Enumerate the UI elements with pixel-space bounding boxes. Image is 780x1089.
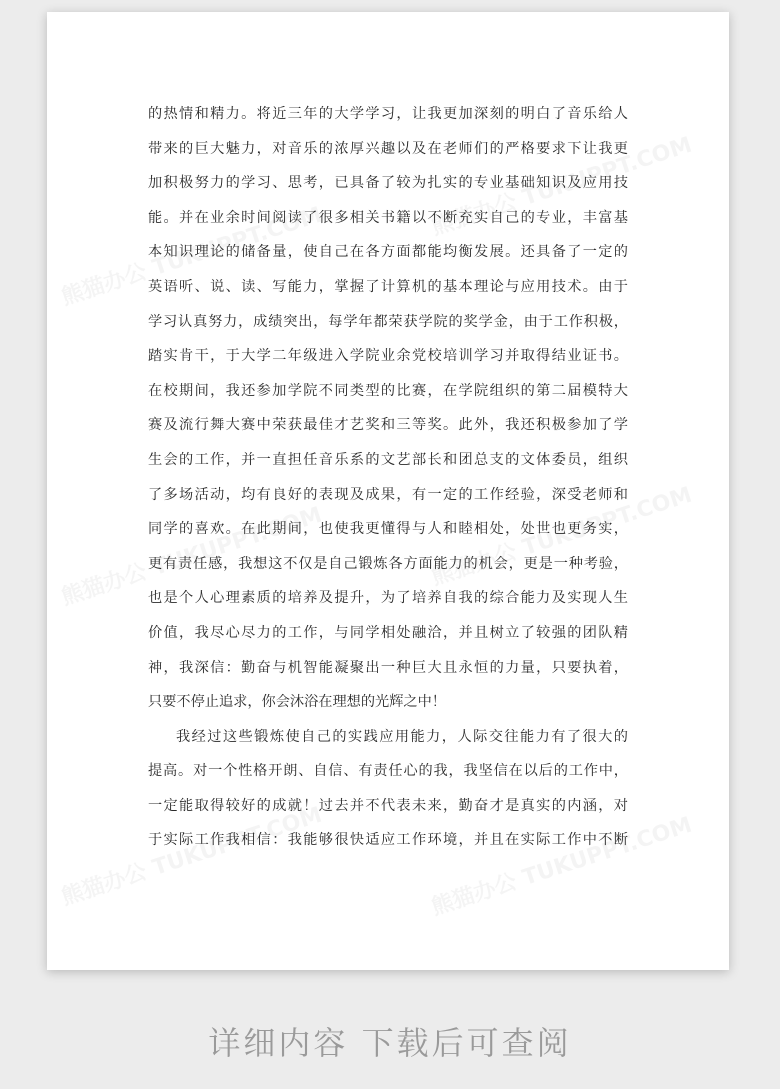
document-page: [47, 12, 729, 970]
paragraph-1: [148, 97, 628, 720]
text-line: 神，我深信：勤奋与机智能凝聚出一种巨大且永恒的力量，只要执着，: [148, 659, 628, 676]
text-line: 生会的工作，并一直担任音乐系的文艺部长和团总支的文体委员，组织: [148, 451, 628, 468]
text-line: 能。并在业余时间阅读了很多相关书籍以不断充实自己的专业，丰富基: [148, 209, 628, 226]
text-line: 学习认真努力，成绩突出，每学年都荣获学院的奖学金，由于工作积极，: [148, 313, 628, 330]
text-line: 提高。对一个性格开朗、自信、有责任心的我，我坚信在以后的工作中，: [148, 763, 628, 780]
text-line: 于实际工作我相信：我能够很快适应工作环境，并且在实际工作中不断: [148, 832, 628, 849]
download-prompt: 详细内容 下载后可查阅: [208, 1024, 572, 1062]
text-line: 在校期间，我还参加学院不同类型的比赛，在学院组织的第二届模特大: [148, 382, 628, 399]
text-line: 了多场活动，均有良好的表现及成果，有一定的工作经验，深受老师和: [148, 486, 628, 503]
text-line: 价值，我尽心尽力的工作，与同学相处融洽，并且树立了较强的团队精: [148, 624, 628, 641]
text-line: 更有责任感，我想这不仅是自己锻炼各方面能力的机会，更是一种考验，: [148, 555, 628, 572]
text-line: 也是个人心理素质的培养及提升，为了培养自我的综合能力及实现人生: [148, 590, 628, 607]
text-line: 的热情和精力。将近三年的大学学习，让我更加深刻的明白了音乐给人: [148, 106, 628, 122]
paragraph-2: [148, 720, 628, 858]
text-line: 同学的喜欢。在此期间，也使我更懂得与人和睦相处，处世也更务实，: [148, 521, 628, 538]
text-line: 只要不停止追求，你会沐浴在理想的光辉之中！: [148, 694, 446, 711]
text-line: 本知识理论的储备量，使自己在各方面都能均衡发展。还具备了一定的: [148, 244, 628, 261]
text-line: 我经过这些锻炼使自己的实践应用能力，人际交往能力有了很大的: [176, 728, 628, 745]
text-line: 英语听、说、读、写能力，掌握了计算机的基本理论与应用技术。由于: [148, 278, 628, 295]
text-line: 加积极努力的学习、思考，已具备了较为扎实的专业基础知识及应用技: [148, 175, 628, 192]
text-line: 赛及流行舞大赛中荣获最佳才艺奖和三等奖。此外，我还积极参加了学: [148, 417, 628, 434]
text-line: 一定能取得较好的成就！过去并不代表未来，勤奋才是真实的内涵，对: [148, 797, 628, 814]
text-line: 踏实肯干，于大学二年级进入学院业余党校培训学习并取得结业证书。: [148, 348, 628, 365]
text-line: 带来的巨大魅力，对音乐的浓厚兴趣以及在老师们的严格要求下让我更: [148, 140, 628, 157]
document-body: [148, 97, 628, 858]
